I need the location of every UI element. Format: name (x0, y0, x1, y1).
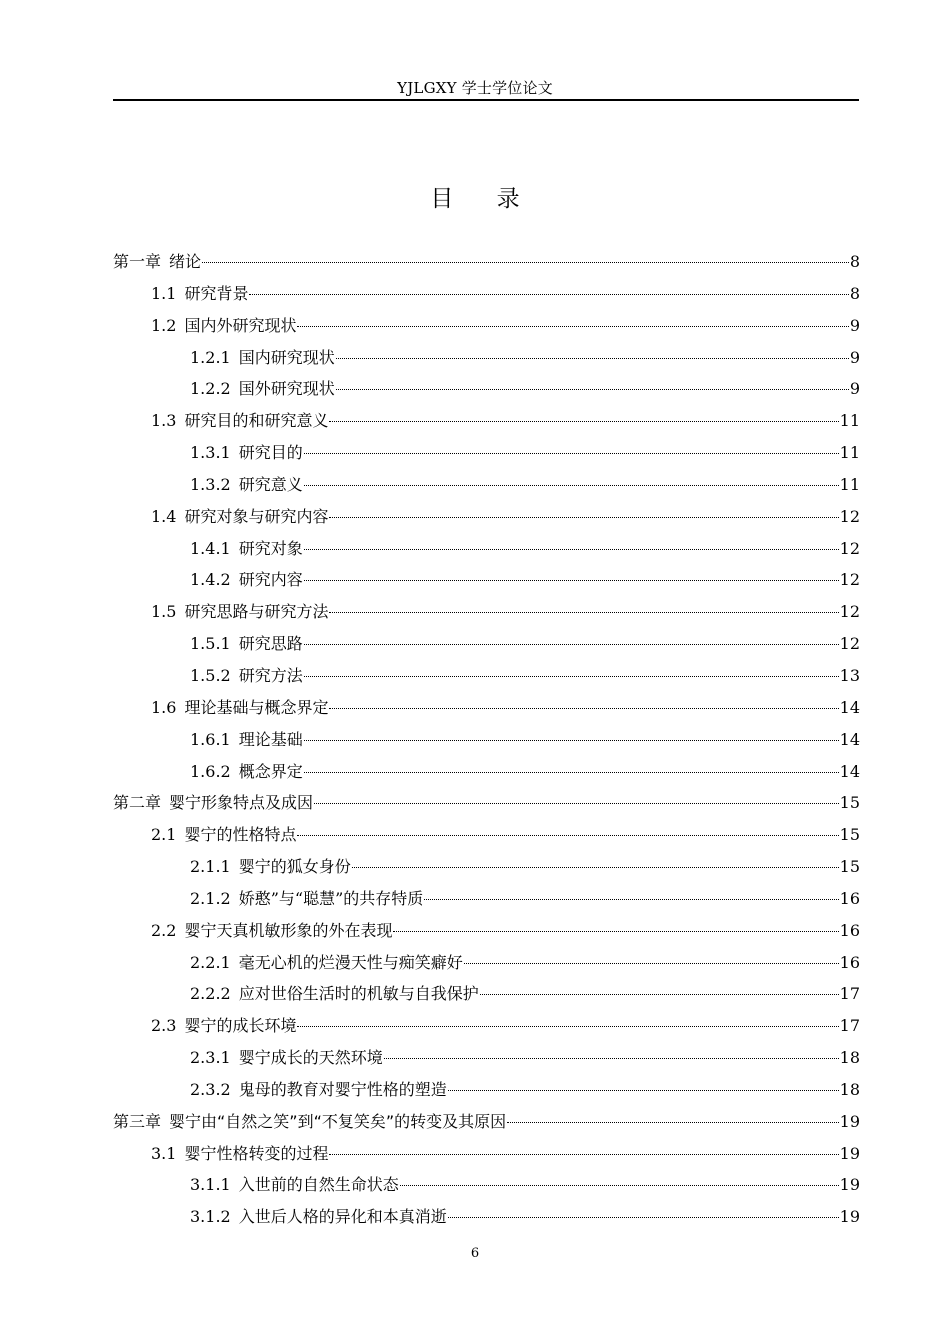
toc-entry[interactable] (113, 373, 860, 405)
toc-entry-label: 婴宁天真机敏形象的外在表现 (184, 920, 393, 940)
toc-entry-number: 1.3 (151, 411, 177, 431)
toc-entry-page: 15 (839, 857, 860, 877)
toc-entry-number: 1.6.2 (190, 761, 231, 781)
toc-entry-title (151, 1010, 296, 1042)
dot-leader (507, 1122, 838, 1123)
toc-entry-number: 3.1.2 (190, 1207, 231, 1227)
toc-entry-label: 理论基础与概念界定 (184, 697, 329, 717)
table-of-contents (113, 246, 860, 1233)
toc-entry-label: 研究内容 (238, 570, 303, 590)
toc-entry-number: 1.3.2 (190, 474, 231, 494)
toc-entry[interactable] (113, 342, 860, 374)
toc-entry-number: 1.4 (151, 506, 177, 526)
toc-entry[interactable] (113, 1106, 860, 1138)
dot-leader (400, 1185, 839, 1186)
toc-entry-title (151, 1138, 328, 1170)
dot-leader (329, 1154, 838, 1155)
toc-entry-page: 12 (839, 570, 860, 590)
toc-entry-number: 2.3.1 (190, 1048, 231, 1068)
toc-entry-label: 概念界定 (238, 761, 303, 781)
toc-entry[interactable] (113, 1042, 860, 1074)
toc-entry-label: 婴宁由“自然之笑”到“不复笑矣”的转变及其原因 (169, 1111, 507, 1131)
toc-entry-label: 婴宁形象特点及成因 (169, 793, 314, 813)
dot-leader (352, 867, 839, 868)
toc-entry-label: 婴宁的狐女身份 (238, 857, 351, 877)
toc-entry[interactable] (113, 692, 860, 724)
dot-leader (393, 931, 838, 932)
toc-entry[interactable] (113, 819, 860, 851)
dot-leader (424, 899, 838, 900)
toc-entry-page: 9 (849, 379, 860, 399)
toc-entry-page: 9 (849, 347, 860, 367)
toc-entry-page: 12 (839, 506, 860, 526)
dot-leader (448, 1217, 839, 1218)
toc-entry[interactable] (113, 501, 860, 533)
toc-entry-label: 研究对象 (238, 538, 303, 558)
header-rule (113, 99, 859, 101)
dot-leader (336, 389, 849, 390)
dot-leader (202, 262, 849, 263)
toc-entry-number: 1.2.2 (190, 379, 231, 399)
toc-entry[interactable] (113, 628, 860, 660)
toc-entry-title (190, 1201, 447, 1233)
toc-entry-label: 理论基础 (238, 729, 303, 749)
toc-entry-title (151, 405, 328, 437)
toc-entry-label: 研究背景 (184, 283, 249, 303)
toc-entry[interactable] (113, 883, 860, 915)
toc-entry-page: 12 (839, 602, 860, 622)
toc-entry-number: 1.5.1 (190, 634, 231, 654)
dot-leader (480, 994, 839, 995)
toc-entry-label: 绪论 (169, 252, 202, 271)
toc-entry[interactable] (113, 1138, 860, 1170)
toc-entry-title (190, 1042, 383, 1074)
toc-entry-page: 19 (839, 1111, 860, 1131)
toc-entry-number: 第一章 (113, 252, 162, 271)
toc-entry[interactable] (113, 1201, 860, 1233)
toc-entry-page: 19 (839, 1207, 860, 1227)
toc-entry-title (190, 342, 335, 374)
toc-entry-label: 应对世俗生活时的机敏与自我保护 (238, 984, 479, 1004)
dot-leader (304, 676, 839, 677)
toc-entry-page: 17 (839, 984, 860, 1004)
toc-entry-label: 婴宁的性格特点 (184, 825, 297, 845)
dot-leader (384, 1058, 839, 1059)
toc-entry-title (190, 756, 303, 788)
toc-entry-number: 1.3.1 (190, 443, 231, 463)
toc-entry[interactable] (113, 851, 860, 883)
dot-leader (329, 421, 838, 422)
dot-leader (297, 326, 848, 327)
dot-leader (464, 963, 839, 964)
toc-entry-title (190, 437, 303, 469)
toc-entry-label: 婴宁的成长环境 (184, 1016, 297, 1036)
toc-entry-label: 国内外研究现状 (184, 315, 297, 335)
toc-entry-page: 16 (839, 952, 860, 972)
toc-entry-number: 3.1.1 (190, 1175, 231, 1195)
dot-leader (304, 772, 839, 773)
dot-leader (329, 708, 838, 709)
toc-entry-title (113, 1106, 506, 1138)
dot-leader (448, 1090, 839, 1091)
toc-entry-title (113, 246, 201, 278)
toc-entry-title (151, 915, 392, 947)
dot-leader (297, 1026, 838, 1027)
toc-entry-label: 婴宁性格转变的过程 (184, 1143, 329, 1163)
toc-entry-label: 入世后人格的异化和本真消逝 (238, 1207, 447, 1227)
toc-entry[interactable] (113, 278, 860, 310)
toc-entry-title (151, 596, 328, 628)
toc-entry-page: 17 (839, 1016, 860, 1036)
toc-entry-page: 8 (849, 283, 860, 303)
toc-entry-page: 19 (839, 1143, 860, 1163)
toc-entry[interactable] (113, 564, 860, 596)
toc-entry-label: 研究方法 (238, 665, 303, 685)
toc-entry[interactable] (113, 724, 860, 756)
toc-entry-page: 13 (839, 665, 860, 685)
toc-entry-page: 12 (839, 634, 860, 654)
dot-leader (304, 580, 839, 581)
toc-entry-page: 15 (839, 793, 860, 813)
toc-entry-page: 8 (849, 252, 860, 271)
toc-entry[interactable] (113, 1074, 860, 1106)
toc-entry-number: 2.2 (151, 920, 177, 940)
toc-entry-page: 11 (839, 474, 860, 494)
toc-entry-title (190, 564, 303, 596)
toc-title: 目 录 (430, 186, 538, 212)
toc-entry-title (190, 883, 423, 915)
toc-entry[interactable] (113, 947, 860, 979)
toc-entry-label: 婴宁成长的天然环境 (238, 1048, 383, 1068)
toc-entry-label: 研究思路 (238, 634, 303, 654)
toc-entry-number: 1.4.2 (190, 570, 231, 590)
toc-entry-title (190, 469, 303, 501)
toc-entry-title (190, 978, 479, 1010)
toc-entry-title (151, 692, 328, 724)
dot-leader (329, 612, 838, 613)
toc-entry[interactable] (113, 756, 860, 788)
toc-entry-title (113, 787, 313, 819)
toc-entry-number: 2.1.1 (190, 857, 231, 877)
running-header: YJLGXY 学士学位论文 (397, 79, 553, 97)
toc-entry[interactable] (113, 405, 860, 437)
toc-entry-page: 11 (839, 411, 860, 431)
toc-entry-page: 18 (839, 1048, 860, 1068)
toc-entry-title (190, 1169, 399, 1201)
toc-entry-title (190, 533, 303, 565)
toc-entry-title (190, 1074, 447, 1106)
toc-entry-label: 鬼母的教育对婴宁性格的塑造 (238, 1079, 447, 1099)
toc-entry-number: 1.6.1 (190, 729, 231, 749)
toc-entry-page: 14 (839, 761, 860, 781)
dot-leader (336, 358, 849, 359)
toc-entry-title (190, 851, 351, 883)
dot-leader (329, 517, 838, 518)
toc-entry-number: 第三章 (113, 1111, 162, 1131)
toc-entry-page: 16 (839, 920, 860, 940)
toc-entry-page: 14 (839, 729, 860, 749)
toc-entry[interactable] (113, 1010, 860, 1042)
toc-entry-label: 研究目的 (238, 443, 303, 463)
toc-entry-number: 1.1 (151, 283, 177, 303)
toc-entry-page: 11 (839, 443, 860, 463)
toc-entry-number: 2.1.2 (190, 888, 231, 908)
toc-entry-number: 1.2 (151, 315, 177, 335)
toc-entry-label: 研究对象与研究内容 (184, 506, 329, 526)
toc-entry-page: 15 (839, 825, 860, 845)
toc-entry[interactable] (113, 787, 860, 819)
toc-entry-label: 娇憨”与“聪慧”的共存特质 (238, 888, 424, 908)
toc-entry-title (151, 819, 296, 851)
toc-entry-page: 19 (839, 1175, 860, 1195)
dot-leader (304, 485, 839, 486)
toc-entry-title (151, 278, 248, 310)
dot-leader (304, 644, 839, 645)
toc-entry-label: 国内研究现状 (238, 347, 335, 367)
toc-entry-title (190, 660, 303, 692)
toc-entry-number: 2.2.2 (190, 984, 231, 1004)
toc-entry[interactable] (113, 246, 860, 278)
toc-entry-label: 研究意义 (238, 474, 303, 494)
toc-entry-page: 12 (839, 538, 860, 558)
toc-entry-title (151, 501, 328, 533)
dot-leader (304, 549, 839, 550)
toc-entry[interactable] (113, 533, 860, 565)
toc-entry-label: 研究目的和研究意义 (184, 411, 329, 431)
toc-entry-label: 国外研究现状 (238, 379, 335, 399)
dot-leader (249, 294, 848, 295)
toc-entry[interactable] (113, 437, 860, 469)
dot-leader (297, 835, 838, 836)
toc-entry-number: 1.4.1 (190, 538, 231, 558)
toc-entry[interactable] (113, 660, 860, 692)
toc-entry-number: 2.1 (151, 825, 177, 845)
dot-leader (304, 453, 839, 454)
toc-entry-page: 9 (849, 315, 860, 335)
toc-entry-number: 1.6 (151, 697, 177, 717)
dot-leader (304, 740, 839, 741)
toc-entry-number: 2.3 (151, 1016, 177, 1036)
toc-entry[interactable] (113, 469, 860, 501)
toc-entry-title (190, 947, 463, 979)
toc-entry-number: 2.2.1 (190, 952, 231, 972)
toc-entry[interactable] (113, 978, 860, 1010)
page-number: 6 (470, 1246, 480, 1261)
toc-entry-page: 18 (839, 1079, 860, 1099)
toc-entry-number: 1.5 (151, 602, 177, 622)
toc-entry-title (151, 310, 296, 342)
dot-leader (314, 803, 839, 804)
toc-entry-page: 14 (839, 697, 860, 717)
toc-entry-number: 1.2.1 (190, 347, 231, 367)
toc-entry[interactable] (113, 1169, 860, 1201)
toc-entry-number: 3.1 (151, 1143, 177, 1163)
toc-entry-label: 入世前的自然生命状态 (238, 1175, 399, 1195)
toc-entry-title (190, 373, 335, 405)
toc-entry[interactable] (113, 596, 860, 628)
toc-entry-label: 研究思路与研究方法 (184, 602, 329, 622)
toc-entry[interactable] (113, 915, 860, 947)
toc-entry-title (190, 724, 303, 756)
toc-entry-page: 16 (839, 888, 860, 908)
toc-entry-title (190, 628, 303, 660)
toc-entry-number: 第二章 (113, 793, 162, 813)
toc-entry[interactable] (113, 310, 860, 342)
toc-entry-label: 毫无心机的烂漫天性与痴笑癖好 (238, 952, 463, 972)
toc-entry-number: 2.3.2 (190, 1079, 231, 1099)
toc-entry-number: 1.5.2 (190, 665, 231, 685)
